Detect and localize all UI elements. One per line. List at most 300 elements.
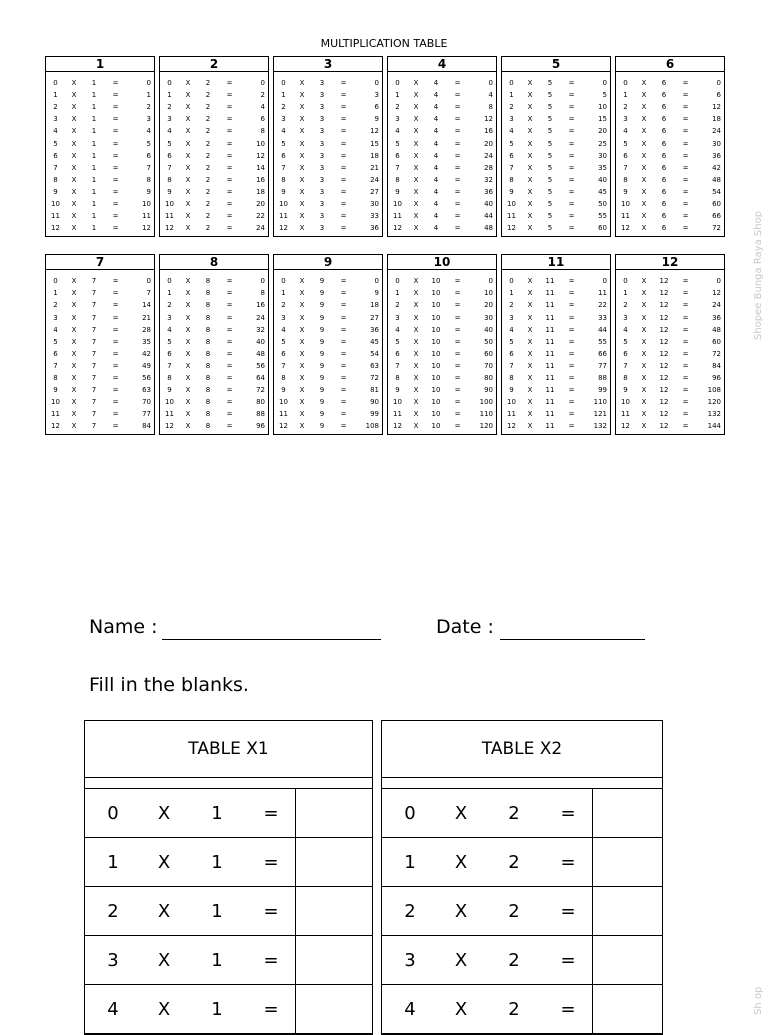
multiplier: 10 bbox=[621, 199, 630, 208]
equation bbox=[85, 936, 295, 984]
equals-sign: = bbox=[340, 361, 347, 370]
equals-sign: = bbox=[226, 349, 233, 358]
multiplicand: 4 bbox=[433, 79, 439, 88]
product: 20 bbox=[598, 127, 607, 136]
multiplier: 2 bbox=[404, 900, 416, 922]
multiplier: 6 bbox=[509, 151, 514, 160]
answer-blank[interactable] bbox=[592, 887, 662, 935]
table-row bbox=[47, 89, 153, 101]
table-row bbox=[389, 287, 495, 299]
multiplicand: 2 bbox=[205, 199, 211, 208]
table-row bbox=[275, 324, 381, 336]
equals-sign: = bbox=[682, 374, 689, 383]
times-sign: X bbox=[185, 289, 191, 298]
multiplicand: 3 bbox=[319, 139, 325, 148]
equals-sign: = bbox=[226, 398, 233, 407]
multiplier: 10 bbox=[279, 199, 288, 208]
table-row bbox=[161, 125, 267, 137]
product: 99 bbox=[598, 386, 607, 395]
table-row bbox=[503, 324, 609, 336]
times-sign: X bbox=[299, 103, 305, 112]
equals-sign: = bbox=[226, 91, 233, 100]
multiplier: 3 bbox=[53, 313, 58, 322]
product: 88 bbox=[598, 374, 607, 383]
table-header: 6 bbox=[616, 57, 724, 72]
multiplicand: 8 bbox=[205, 325, 211, 334]
equation bbox=[382, 887, 592, 935]
multiplicand: 12 bbox=[659, 374, 669, 383]
product: 35 bbox=[142, 337, 151, 346]
product: 28 bbox=[142, 325, 151, 334]
times-sign: X bbox=[185, 187, 191, 196]
times-sign: X bbox=[527, 349, 533, 358]
equals-sign: = bbox=[454, 127, 461, 136]
times-sign: X bbox=[641, 212, 647, 221]
times-sign: X bbox=[641, 151, 647, 160]
times-sign: X bbox=[413, 139, 419, 148]
table-header: 3 bbox=[274, 57, 382, 72]
table-row bbox=[275, 150, 381, 162]
multiplier: 10 bbox=[51, 199, 60, 208]
table-6 bbox=[615, 56, 725, 237]
multiplier: 1 bbox=[509, 91, 514, 100]
times-sign: X bbox=[185, 127, 191, 136]
multiplicand: 11 bbox=[545, 386, 555, 395]
times-sign: X bbox=[157, 802, 171, 824]
product: 6 bbox=[374, 103, 379, 112]
times-sign: X bbox=[527, 79, 533, 88]
equals-sign: = bbox=[112, 151, 119, 160]
fill-row bbox=[85, 936, 372, 985]
multiplicand: 10 bbox=[431, 374, 441, 383]
equals-sign: = bbox=[568, 175, 575, 184]
equals-sign: = bbox=[112, 115, 119, 124]
times-sign: X bbox=[641, 313, 647, 322]
equals-sign: = bbox=[682, 175, 689, 184]
equals-sign: = bbox=[340, 410, 347, 419]
equals-sign: = bbox=[340, 337, 347, 346]
times-sign: X bbox=[71, 91, 77, 100]
multiplier: 7 bbox=[281, 163, 286, 172]
product: 48 bbox=[712, 325, 721, 334]
multiplicand: 3 bbox=[319, 127, 325, 136]
multiplicand: 2 bbox=[205, 187, 211, 196]
multiplier: 9 bbox=[53, 187, 58, 196]
product: 24 bbox=[712, 127, 721, 136]
answer-blank[interactable] bbox=[295, 936, 372, 984]
times-sign: X bbox=[71, 337, 77, 346]
table-row bbox=[389, 162, 495, 174]
product: 36 bbox=[484, 187, 493, 196]
table-row bbox=[47, 275, 153, 287]
multiplicand: 5 bbox=[547, 91, 553, 100]
multiplicand: 6 bbox=[661, 163, 667, 172]
multiplier: 11 bbox=[165, 410, 174, 419]
multiplicand: 9 bbox=[319, 361, 325, 370]
times-sign: X bbox=[71, 325, 77, 334]
multiplier: 8 bbox=[53, 175, 58, 184]
times-sign: X bbox=[71, 361, 77, 370]
table-row bbox=[275, 222, 381, 234]
times-sign: X bbox=[527, 127, 533, 136]
multiplier: 0 bbox=[281, 277, 286, 286]
table-row bbox=[161, 287, 267, 299]
table-row bbox=[161, 137, 267, 149]
table-body bbox=[160, 72, 268, 236]
equals-sign: = bbox=[340, 175, 347, 184]
times-sign: X bbox=[413, 361, 419, 370]
product: 35 bbox=[598, 163, 607, 172]
multiplicand: 2 bbox=[205, 103, 211, 112]
multiplicand: 11 bbox=[545, 410, 555, 419]
multiplier: 9 bbox=[281, 386, 286, 395]
times-sign: X bbox=[413, 127, 419, 136]
multiplier: 11 bbox=[393, 212, 402, 221]
multiplier: 9 bbox=[395, 386, 400, 395]
times-sign: X bbox=[641, 187, 647, 196]
times-sign: X bbox=[641, 91, 647, 100]
multiplicand: 10 bbox=[431, 289, 441, 298]
times-sign: X bbox=[527, 398, 533, 407]
table-row bbox=[503, 222, 609, 234]
equals-sign: = bbox=[454, 187, 461, 196]
product: 44 bbox=[484, 212, 493, 221]
multiplier: 12 bbox=[393, 224, 402, 233]
times-sign: X bbox=[71, 301, 77, 310]
product: 11 bbox=[142, 212, 151, 221]
product: 10 bbox=[256, 139, 265, 148]
multiplicand: 2 bbox=[205, 212, 211, 221]
times-sign: X bbox=[157, 851, 171, 873]
table-row bbox=[47, 299, 153, 311]
multiplicand: 11 bbox=[545, 289, 555, 298]
equals-sign: = bbox=[454, 301, 461, 310]
equals-sign: = bbox=[454, 349, 461, 358]
times-sign: X bbox=[413, 277, 419, 286]
multiplier: 9 bbox=[509, 187, 514, 196]
multiplier: 6 bbox=[623, 151, 628, 160]
table-row bbox=[389, 384, 495, 396]
equals-sign: = bbox=[112, 410, 119, 419]
table-header: 10 bbox=[388, 255, 496, 270]
multiplicand: 3 bbox=[319, 151, 325, 160]
product: 132 bbox=[593, 422, 607, 431]
table-row bbox=[503, 384, 609, 396]
table-row bbox=[275, 372, 381, 384]
table-row bbox=[47, 77, 153, 89]
multiplier: 12 bbox=[621, 422, 630, 431]
product: 5 bbox=[602, 91, 607, 100]
product: 55 bbox=[598, 337, 607, 346]
equals-sign: = bbox=[568, 79, 575, 88]
equals-sign: = bbox=[568, 289, 575, 298]
multiplier: 11 bbox=[621, 212, 630, 221]
multiplier: 10 bbox=[165, 398, 174, 407]
answer-blank[interactable] bbox=[295, 789, 372, 837]
multiplier: 12 bbox=[51, 224, 60, 233]
multiplicand: 12 bbox=[659, 349, 669, 358]
table-row bbox=[47, 150, 153, 162]
answer-blank[interactable] bbox=[295, 838, 372, 886]
times-sign: X bbox=[185, 224, 191, 233]
table-row bbox=[389, 137, 495, 149]
multiplicand: 1 bbox=[211, 949, 223, 971]
table-row bbox=[389, 186, 495, 198]
table-row bbox=[275, 336, 381, 348]
product: 8 bbox=[146, 175, 151, 184]
multiplicand: 6 bbox=[661, 212, 667, 221]
table-row bbox=[503, 125, 609, 137]
equals-sign: = bbox=[454, 91, 461, 100]
date-field[interactable] bbox=[500, 639, 645, 640]
multiplicand: 1 bbox=[91, 127, 97, 136]
answer-blank[interactable] bbox=[295, 887, 372, 935]
multiplicand: 9 bbox=[319, 410, 325, 419]
multiplier: 2 bbox=[53, 103, 58, 112]
equals-sign: = bbox=[340, 103, 347, 112]
times-sign: X bbox=[185, 349, 191, 358]
equals-sign: = bbox=[682, 337, 689, 346]
multiplicand: 7 bbox=[91, 361, 97, 370]
table-row bbox=[503, 360, 609, 372]
product: 4 bbox=[488, 91, 493, 100]
product: 18 bbox=[712, 115, 721, 124]
table-row bbox=[275, 408, 381, 420]
times-sign: X bbox=[71, 313, 77, 322]
times-sign: X bbox=[413, 386, 419, 395]
name-label: Name : bbox=[89, 616, 158, 638]
equals-sign: = bbox=[568, 187, 575, 196]
product: 8 bbox=[488, 103, 493, 112]
table-row bbox=[617, 384, 723, 396]
multiplicand: 7 bbox=[91, 277, 97, 286]
multiplier: 3 bbox=[404, 949, 416, 971]
equals-sign: = bbox=[568, 337, 575, 346]
table-header: 9 bbox=[274, 255, 382, 270]
table-header: 5 bbox=[502, 57, 610, 72]
multiplier: 11 bbox=[51, 212, 60, 221]
table-row bbox=[275, 113, 381, 125]
product: 66 bbox=[598, 349, 607, 358]
times-sign: X bbox=[71, 127, 77, 136]
answer-blank[interactable] bbox=[592, 838, 662, 886]
multiplicand: 1 bbox=[211, 998, 223, 1020]
product: 121 bbox=[593, 410, 607, 419]
equals-sign: = bbox=[454, 374, 461, 383]
multiplier: 12 bbox=[621, 224, 630, 233]
product: 0 bbox=[488, 79, 493, 88]
multiplicand: 3 bbox=[319, 175, 325, 184]
equals-sign: = bbox=[568, 139, 575, 148]
multiplicand: 8 bbox=[205, 410, 211, 419]
multiplicand: 9 bbox=[319, 374, 325, 383]
equation bbox=[85, 887, 295, 935]
times-sign: X bbox=[527, 277, 533, 286]
multiplier: 0 bbox=[395, 277, 400, 286]
multiplier: 4 bbox=[281, 127, 286, 136]
table-row bbox=[275, 101, 381, 113]
equals-sign: = bbox=[340, 422, 347, 431]
times-sign: X bbox=[299, 386, 305, 395]
table-row bbox=[617, 198, 723, 210]
multiplier: 5 bbox=[509, 139, 514, 148]
table-body bbox=[160, 270, 268, 434]
table-row bbox=[47, 198, 153, 210]
table-header: 4 bbox=[388, 57, 496, 72]
product: 12 bbox=[712, 103, 721, 112]
multiplicand: 5 bbox=[547, 212, 553, 221]
multiplicand: 12 bbox=[659, 337, 669, 346]
product: 96 bbox=[256, 422, 265, 431]
times-sign: X bbox=[413, 163, 419, 172]
equals-sign: = bbox=[263, 851, 279, 873]
multiplier: 7 bbox=[623, 361, 628, 370]
times-sign: X bbox=[185, 163, 191, 172]
table-row bbox=[161, 312, 267, 324]
multiplier: 10 bbox=[279, 398, 288, 407]
times-sign: X bbox=[299, 127, 305, 136]
table-row bbox=[161, 384, 267, 396]
multiplier: 4 bbox=[623, 325, 628, 334]
table-row bbox=[617, 324, 723, 336]
table-row bbox=[617, 348, 723, 360]
table-row bbox=[617, 336, 723, 348]
table-row bbox=[161, 186, 267, 198]
table-row bbox=[275, 360, 381, 372]
multiplicand: 9 bbox=[319, 386, 325, 395]
table-row bbox=[503, 420, 609, 432]
times-sign: X bbox=[299, 224, 305, 233]
fill-row bbox=[382, 887, 662, 936]
times-sign: X bbox=[185, 151, 191, 160]
table-row bbox=[161, 150, 267, 162]
table-row bbox=[47, 162, 153, 174]
table-row bbox=[275, 275, 381, 287]
multiplier: 3 bbox=[167, 313, 172, 322]
product: 24 bbox=[256, 313, 265, 322]
table-row bbox=[161, 101, 267, 113]
product: 84 bbox=[712, 361, 721, 370]
multiplier: 8 bbox=[509, 374, 514, 383]
equals-sign: = bbox=[226, 199, 233, 208]
multiplicand: 6 bbox=[661, 187, 667, 196]
fill-table-title: TABLE X1 bbox=[85, 721, 372, 778]
multiplier: 5 bbox=[395, 337, 400, 346]
table-row bbox=[503, 198, 609, 210]
product: 0 bbox=[260, 277, 265, 286]
multiplicand: 4 bbox=[433, 127, 439, 136]
equals-sign: = bbox=[226, 187, 233, 196]
equals-sign: = bbox=[226, 301, 233, 310]
equals-sign: = bbox=[226, 151, 233, 160]
table-row bbox=[503, 312, 609, 324]
multiplicand: 2 bbox=[205, 115, 211, 124]
table-row bbox=[275, 77, 381, 89]
table-row bbox=[389, 125, 495, 137]
equals-sign: = bbox=[568, 410, 575, 419]
table-body bbox=[616, 270, 724, 434]
multiplier: 9 bbox=[623, 386, 628, 395]
table-body bbox=[502, 72, 610, 236]
answer-blank[interactable] bbox=[592, 789, 662, 837]
product: 50 bbox=[484, 337, 493, 346]
equals-sign: = bbox=[112, 163, 119, 172]
times-sign: X bbox=[299, 187, 305, 196]
equals-sign: = bbox=[568, 127, 575, 136]
multiplier: 12 bbox=[165, 422, 174, 431]
multiplier: 2 bbox=[107, 900, 119, 922]
times-sign: X bbox=[299, 175, 305, 184]
product: 32 bbox=[256, 325, 265, 334]
multiplier: 10 bbox=[507, 199, 516, 208]
table-header: 11 bbox=[502, 255, 610, 270]
table-row bbox=[617, 222, 723, 234]
table-row bbox=[617, 101, 723, 113]
equals-sign: = bbox=[454, 224, 461, 233]
multiplier: 1 bbox=[53, 91, 58, 100]
tables-row-2 bbox=[45, 254, 725, 435]
table-row bbox=[389, 89, 495, 101]
product: 10 bbox=[598, 103, 607, 112]
multiplier: 3 bbox=[623, 115, 628, 124]
multiplicand: 2 bbox=[508, 802, 520, 824]
equals-sign: = bbox=[568, 349, 575, 358]
table-row bbox=[47, 222, 153, 234]
times-sign: X bbox=[157, 900, 171, 922]
multiplicand: 7 bbox=[91, 289, 97, 298]
times-sign: X bbox=[454, 949, 468, 971]
multiplier: 4 bbox=[623, 127, 628, 136]
product: 60 bbox=[712, 337, 721, 346]
multiplicand: 11 bbox=[545, 277, 555, 286]
answer-blank[interactable] bbox=[592, 985, 662, 1033]
times-sign: X bbox=[641, 139, 647, 148]
table-row bbox=[161, 174, 267, 186]
multiplier: 9 bbox=[509, 386, 514, 395]
equals-sign: = bbox=[454, 151, 461, 160]
table-row bbox=[161, 348, 267, 360]
table-row bbox=[617, 287, 723, 299]
table-row bbox=[389, 174, 495, 186]
equals-sign: = bbox=[226, 289, 233, 298]
multiplier: 1 bbox=[167, 91, 172, 100]
table-row bbox=[275, 420, 381, 432]
equation bbox=[382, 789, 592, 837]
times-sign: X bbox=[527, 422, 533, 431]
name-field[interactable] bbox=[162, 639, 381, 640]
table-row bbox=[47, 348, 153, 360]
answer-blank[interactable] bbox=[295, 985, 372, 1033]
product: 0 bbox=[602, 277, 607, 286]
multiplier: 1 bbox=[281, 289, 286, 298]
multiplier: 12 bbox=[51, 422, 60, 431]
equals-sign: = bbox=[568, 325, 575, 334]
equals-sign: = bbox=[454, 199, 461, 208]
table-row bbox=[389, 150, 495, 162]
equals-sign: = bbox=[682, 289, 689, 298]
table-row bbox=[503, 101, 609, 113]
times-sign: X bbox=[299, 79, 305, 88]
multiplicand: 10 bbox=[431, 386, 441, 395]
equals-sign: = bbox=[682, 163, 689, 172]
times-sign: X bbox=[71, 398, 77, 407]
equals-sign: = bbox=[682, 91, 689, 100]
answer-blank[interactable] bbox=[592, 936, 662, 984]
multiplier: 9 bbox=[281, 187, 286, 196]
product: 48 bbox=[256, 349, 265, 358]
times-sign: X bbox=[299, 410, 305, 419]
table-body bbox=[274, 72, 382, 236]
